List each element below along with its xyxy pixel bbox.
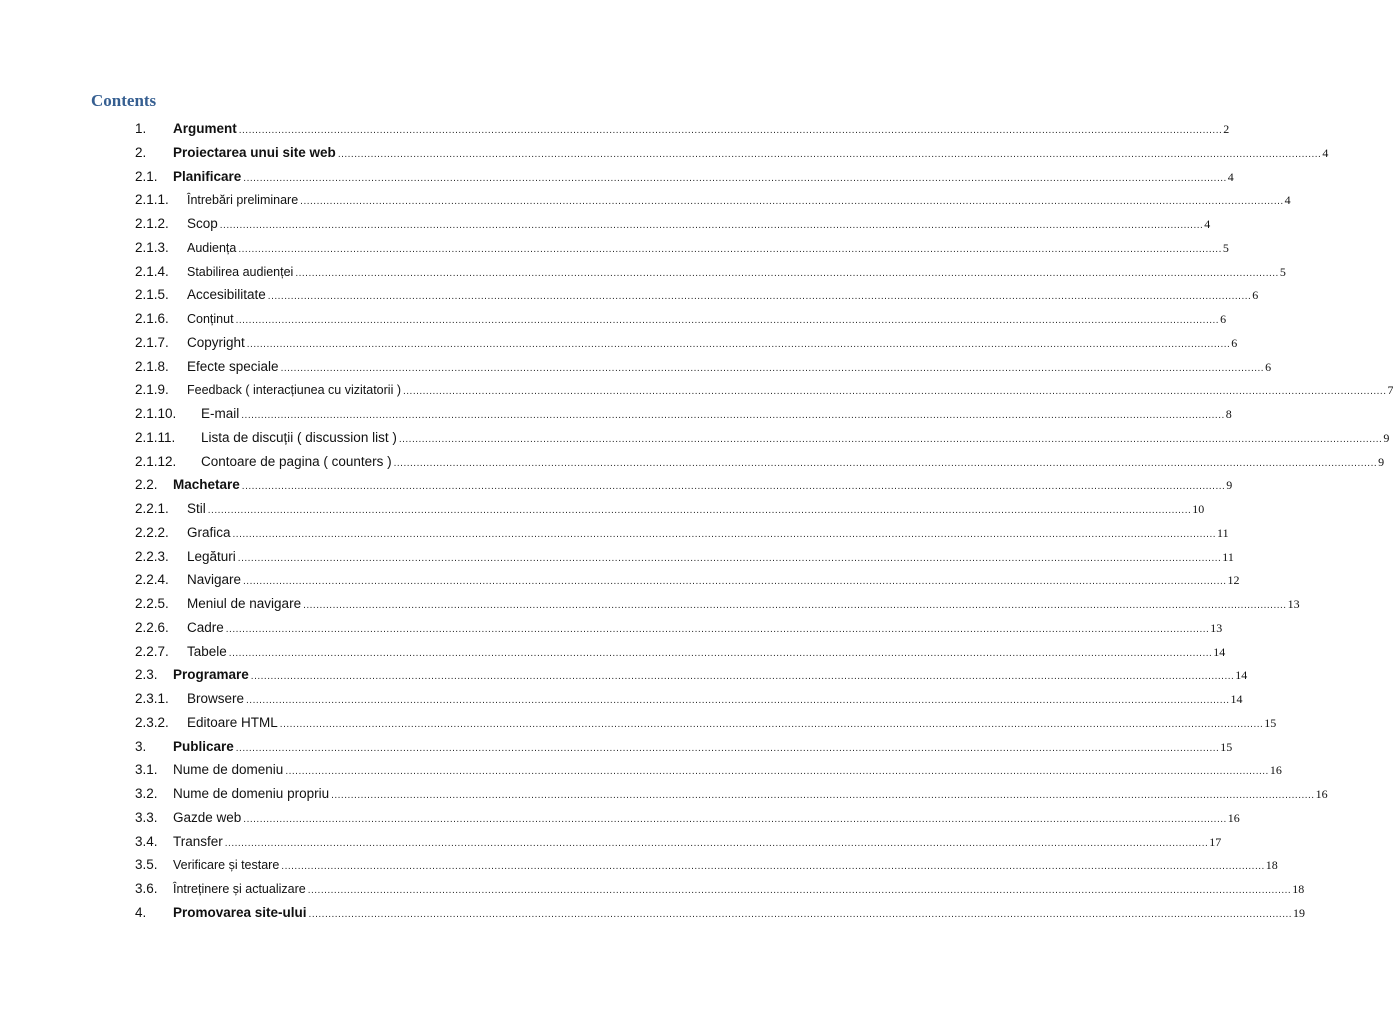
toc-entry[interactable] [0, 117, 1230, 141]
toc-entry-number: 2.1.6. [135, 311, 169, 326]
toc-entry-link[interactable] [173, 830, 1222, 856]
toc-entry-number: 2.2.4. [135, 572, 169, 588]
toc-leader-dots: ............................................................................................................................................................................................................................................................................................................ [246, 695, 1230, 706]
toc-entry-number: 3.3. [135, 809, 158, 825]
toc-entry[interactable] [0, 568, 1240, 592]
toc-entry-number: 2.1.8. [135, 358, 169, 374]
toc-entry-label: Verificare și testare [173, 858, 280, 873]
toc-entry-label: E-mail [201, 406, 240, 421]
toc-entry-page: 7 [1387, 383, 1393, 398]
toc-entry-label: Browsere [187, 691, 245, 706]
toc-entry-link[interactable] [201, 450, 1385, 476]
toc-entry[interactable] [0, 758, 1282, 782]
toc-entry-page: 9 [1378, 454, 1385, 469]
toc-entry-link[interactable] [187, 331, 1238, 357]
toc-entry-label: Transfer [173, 833, 223, 849]
toc-leader-dots: ............................................................................................................................................................................................................................................................................................................ [241, 481, 1226, 493]
toc-entry-label: Accesibilitate [187, 287, 266, 303]
toc-entry[interactable] [0, 806, 1240, 830]
toc-entry-page: 18 [1265, 858, 1278, 873]
toc-entry-page: 9 [1226, 478, 1233, 493]
toc-leader-dots: ............................................................................................................................................................................................................................................................................................................ [235, 742, 1220, 754]
toc-entry[interactable] [0, 355, 1272, 379]
toc-leader-dots: ............................................................................................................................................................................................................................................................................................................ [207, 505, 1192, 516]
toc-entry-number: 2.2.7. [135, 643, 169, 659]
toc-entry-link[interactable] [187, 521, 1229, 547]
toc-entry-link[interactable] [187, 283, 1259, 309]
toc-entry-page: 16 [1227, 810, 1240, 825]
toc-entry-number: 2.1.10. [135, 406, 177, 421]
toc-entry-label: Editoare HTML [187, 714, 278, 730]
toc-entry[interactable] [0, 497, 1205, 521]
toc-entry[interactable] [0, 521, 1229, 545]
toc-entry-label: Stabilirea audienței [187, 264, 294, 279]
toc-entry[interactable] [0, 687, 1243, 711]
toc-leader-dots: ............................................................................................................................................................................................................................................................................................................ [279, 718, 1264, 730]
toc-title: Contents [91, 91, 157, 110]
toc-leader-dots: ............................................................................................................................................................................................................................................................................................................ [225, 623, 1210, 635]
toc-entry-page: 17 [1209, 834, 1222, 849]
toc-entry-page: 2 [1223, 122, 1230, 136]
toc-leader-dots: ............................................................................................................................................................................................................................................................................................................ [300, 196, 1284, 208]
toc-entry-link[interactable] [187, 236, 1229, 262]
toc-entry-label: Întrebări preliminare [187, 193, 299, 208]
toc-leader-dots: ............................................................................................................................................................................................................................................................................................................ [224, 837, 1209, 849]
toc-entry-label: Stil [187, 501, 206, 516]
toc-entry[interactable] [0, 877, 1305, 901]
toc-entry-page: 14 [1213, 644, 1226, 659]
toc-entry-link[interactable] [187, 307, 1227, 333]
toc-entry[interactable] [0, 640, 1226, 664]
toc-entry-number: 2.1.9. [135, 382, 169, 398]
toc-entry-link[interactable] [187, 545, 1234, 571]
toc-entry-page: 6 [1252, 288, 1259, 303]
toc-entry-link[interactable] [187, 355, 1272, 381]
toc-entry[interactable] [0, 236, 1229, 260]
toc-leader-dots: ............................................................................................................................................................................................................................................................................................................ [250, 671, 1235, 683]
toc-entry-label: Nume de domeniu propriu [173, 786, 330, 801]
toc-entry-link[interactable] [187, 592, 1300, 618]
toc-entry-page: 10 [1192, 502, 1205, 516]
toc-entry-number: 2.1.2. [135, 216, 169, 231]
toc-entry-label: Planificare [173, 168, 242, 184]
toc-entry-number: 2.2.1. [135, 501, 169, 516]
toc-entry-label: Cadre [187, 619, 224, 635]
toc-leader-dots: ............................................................................................................................................................................................................................................................................................................ [331, 790, 1315, 801]
toc-entry-number: 2.1.5. [135, 287, 169, 303]
toc-leader-dots: ............................................................................................................................................................................................................................................................................................................ [237, 552, 1222, 564]
toc-entry-number: 2.2.6. [135, 619, 169, 635]
toc-entry-page: 16 [1269, 763, 1282, 778]
toc-entry[interactable] [0, 735, 1233, 759]
toc-entry[interactable] [0, 450, 1385, 474]
toc-entry-number: 2.3.2. [135, 714, 169, 730]
toc-entry-page: 11 [1217, 525, 1229, 540]
toc-entry-link[interactable] [187, 640, 1226, 666]
toc-leader-dots: ............................................................................................................................................................................................................................................................................................................ [246, 338, 1231, 350]
toc-entry[interactable] [0, 426, 1390, 450]
toc-entry-label: Copyright [187, 334, 245, 350]
toc-entry-page: 13 [1287, 597, 1300, 611]
toc-entry-number: 3.2. [135, 786, 158, 801]
toc-entry-label: Contoare de pagina ( counters ) [201, 453, 392, 469]
toc-entry-label: Navigare [187, 572, 242, 588]
toc-entry-number: 2.2.3. [135, 548, 169, 564]
toc-entry-label: Nume de domeniu [173, 762, 284, 778]
toc-entry-number: 3.4. [135, 833, 158, 849]
toc-entry-number: 3. [135, 738, 147, 754]
toc-entry-page: 5 [1222, 240, 1229, 255]
toc-entry-number: 2.3. [135, 667, 158, 683]
toc-entry-link[interactable] [173, 473, 1233, 499]
toc-entry-label: Scop [187, 216, 218, 231]
toc-leader-dots: ............................................................................................................................................................................................................................................................................................................ [337, 148, 1322, 160]
toc-entry[interactable] [0, 830, 1222, 854]
toc-entry-page: 12 [1227, 573, 1240, 588]
toc-entry-number: 2.1.1. [135, 192, 169, 208]
toc-entry-link[interactable] [187, 711, 1277, 737]
toc-entry[interactable] [0, 141, 1329, 165]
toc-entry-page: 4 [1227, 169, 1234, 184]
toc-entry-number: 2.1.7. [135, 334, 169, 350]
toc-entry[interactable] [0, 473, 1233, 497]
toc-entry-number: 2.1. [135, 168, 158, 184]
toc-entry[interactable] [0, 901, 1306, 925]
toc-entry[interactable] [0, 331, 1238, 355]
toc-entry-label: Audiența [187, 240, 237, 255]
toc-entry-number: 2. [135, 144, 147, 160]
toc-leader-dots: ............................................................................................................................................................................................................................................................................................................ [295, 267, 1279, 279]
toc-leader-dots: ............................................................................................................................................................................................................................................................................................................ [393, 457, 1378, 469]
toc-entry-label: Gazde web [173, 809, 242, 825]
toc-entry-page: 4 [1322, 145, 1329, 160]
toc-entry[interactable] [0, 592, 1300, 616]
toc-leader-dots: ............................................................................................................................................................................................................................................................................................................ [238, 243, 1222, 255]
toc-entry-number: 3.6. [135, 881, 158, 896]
toc-entry[interactable] [0, 545, 1234, 569]
toc-leader-dots: ............................................................................................................................................................................................................................................................................................................ [281, 861, 1265, 873]
toc-entry[interactable] [0, 260, 1286, 284]
toc-entry-link[interactable] [173, 141, 1329, 167]
toc-entry-label: Argument [173, 121, 237, 136]
toc-entry-label: Machetare [173, 477, 240, 493]
toc-entry-link[interactable] [173, 782, 1328, 808]
toc-entry-label: Feedback ( interacțiunea cu vizitatorii ) [187, 383, 401, 398]
toc-entry-label: Lista de discuții ( discussion list ) [201, 429, 397, 445]
toc-entry-link[interactable] [187, 260, 1286, 286]
toc-entry-page: 4 [1204, 217, 1211, 231]
toc-entry-link[interactable] [173, 901, 1306, 927]
toc-leader-dots: ............................................................................................................................................................................................................................................................................................................ [308, 908, 1293, 920]
toc-entry[interactable] [0, 782, 1328, 806]
toc-entry[interactable] [0, 853, 1278, 877]
toc-entry-link[interactable] [173, 806, 1240, 832]
toc-entry-link[interactable] [173, 758, 1282, 784]
toc-leader-dots: ............................................................................................................................................................................................................................................................................................................ [228, 647, 1213, 659]
toc-entry-number: 2.1.12. [135, 453, 177, 469]
toc-entry-page: 6 [1231, 335, 1238, 350]
toc-entry-link[interactable] [173, 663, 1248, 689]
toc-entry-link[interactable] [173, 117, 1230, 143]
toc-leader-dots: ............................................................................................................................................................................................................................................................................................................ [402, 386, 1387, 398]
toc-entry-page: 14 [1230, 692, 1243, 706]
toc-entry-label: Programare [173, 667, 249, 683]
toc-entry-label: Promovarea site-ului [173, 904, 307, 920]
toc-entry-number: 2.3.1. [135, 691, 169, 706]
toc-entry-label: Grafica [187, 524, 231, 540]
toc-entry-page: 19 [1293, 905, 1306, 920]
toc-entry-link[interactable] [173, 877, 1305, 903]
toc-entry-number: 2.1.11. [135, 429, 176, 445]
toc-entry-link[interactable] [187, 188, 1291, 214]
toc-leader-dots: ............................................................................................................................................................................................................................................................................................................ [398, 433, 1383, 445]
toc-leader-dots: ............................................................................................................................................................................................................................................................................................................ [232, 528, 1217, 540]
toc-entry-link[interactable] [173, 735, 1233, 761]
toc-leader-dots: ............................................................................................................................................................................................................................................................................................................ [307, 885, 1292, 896]
toc-entry-label: Tabele [187, 643, 227, 659]
toc-entry-page: 16 [1315, 787, 1328, 801]
toc-entry-number: 2.2. [135, 477, 158, 493]
toc-leader-dots: ............................................................................................................................................................................................................................................................................................................ [235, 315, 1220, 326]
toc-entry-link[interactable] [187, 687, 1243, 713]
toc-leader-dots: ............................................................................................................................................................................................................................................................................................................ [267, 291, 1252, 303]
toc-entry-label: Conținut [187, 312, 234, 326]
toc-entry-number: 3.1. [135, 762, 158, 778]
toc-entry[interactable] [0, 378, 1393, 402]
toc-entry[interactable] [0, 188, 1291, 212]
toc-entry-link[interactable] [187, 497, 1205, 523]
toc-entry[interactable] [0, 663, 1248, 687]
toc-entry[interactable] [0, 165, 1234, 189]
toc-entry[interactable] [0, 616, 1223, 640]
toc-leader-dots: ............................................................................................................................................................................................................................................................................................................ [280, 362, 1265, 374]
toc-entry-link[interactable] [187, 568, 1240, 594]
toc-entry-link[interactable] [201, 426, 1390, 452]
toc-leader-dots: ............................................................................................................................................................................................................................................................................................................ [243, 172, 1227, 184]
toc-entry-page: 14 [1235, 668, 1248, 683]
toc-entry-page: 13 [1210, 620, 1223, 635]
toc-entry-label: Efecte speciale [187, 358, 279, 374]
toc-entry-page: 9 [1383, 430, 1390, 445]
toc-leader-dots: ............................................................................................................................................................................................................................................................................................................ [241, 410, 1225, 421]
toc-entry-page: 5 [1279, 264, 1286, 279]
toc-entry-link[interactable] [187, 212, 1211, 238]
toc-entry-page: 18 [1292, 882, 1305, 896]
toc-entry-number: 2.1.3. [135, 239, 169, 255]
toc-entry-page: 15 [1220, 739, 1233, 754]
toc-entry[interactable] [0, 402, 1232, 426]
toc-leader-dots: ............................................................................................................................................................................................................................................................................................................ [303, 600, 1287, 611]
toc-entry-link[interactable] [173, 853, 1278, 879]
toc-entry[interactable] [0, 711, 1277, 735]
toc-entry-label: Întreținere și actualizare [173, 882, 306, 896]
toc-entry-page: 11 [1222, 549, 1234, 564]
toc-entry-number: 1. [135, 121, 147, 136]
toc-entry-page: 8 [1225, 407, 1232, 421]
toc-entry-number: 3.5. [135, 857, 158, 873]
toc-entry-label: Publicare [173, 738, 234, 754]
toc-entry-number: 2.2.5. [135, 596, 169, 611]
toc-entry-label: Meniul de navigare [187, 596, 302, 611]
toc-entry[interactable] [0, 212, 1211, 236]
toc-entry-page: 6 [1265, 359, 1272, 374]
toc-entry-page: 15 [1264, 715, 1277, 730]
toc-entry-link[interactable] [201, 402, 1232, 428]
toc-entry-label: Proiectarea unui site web [173, 144, 336, 160]
toc-entry-page: 6 [1220, 312, 1227, 326]
toc-entry[interactable] [0, 307, 1227, 331]
toc-entry-link[interactable] [187, 616, 1223, 642]
toc-entry-number: 2.1.4. [135, 263, 169, 279]
toc-entry-link[interactable] [173, 165, 1234, 191]
toc-entry-label: Legături [187, 548, 236, 564]
toc-leader-dots: ............................................................................................................................................................................................................................................................................................................ [243, 576, 1227, 588]
toc-leader-dots: ............................................................................................................................................................................................................................................................................................................ [219, 220, 1204, 231]
toc-leader-dots: ............................................................................................................................................................................................................................................................................................................ [238, 125, 1223, 136]
toc-leader-dots: ............................................................................................................................................................................................................................................................................................................ [243, 813, 1227, 825]
toc-entry[interactable] [0, 283, 1259, 307]
toc-leader-dots: ............................................................................................................................................................................................................................................................................................................ [285, 766, 1269, 778]
toc-entry-link[interactable] [187, 378, 1393, 404]
toc-entry-page: 4 [1284, 193, 1291, 208]
toc-entry-number: 2.2.2. [135, 524, 169, 540]
toc-entry-number: 4. [135, 904, 147, 920]
